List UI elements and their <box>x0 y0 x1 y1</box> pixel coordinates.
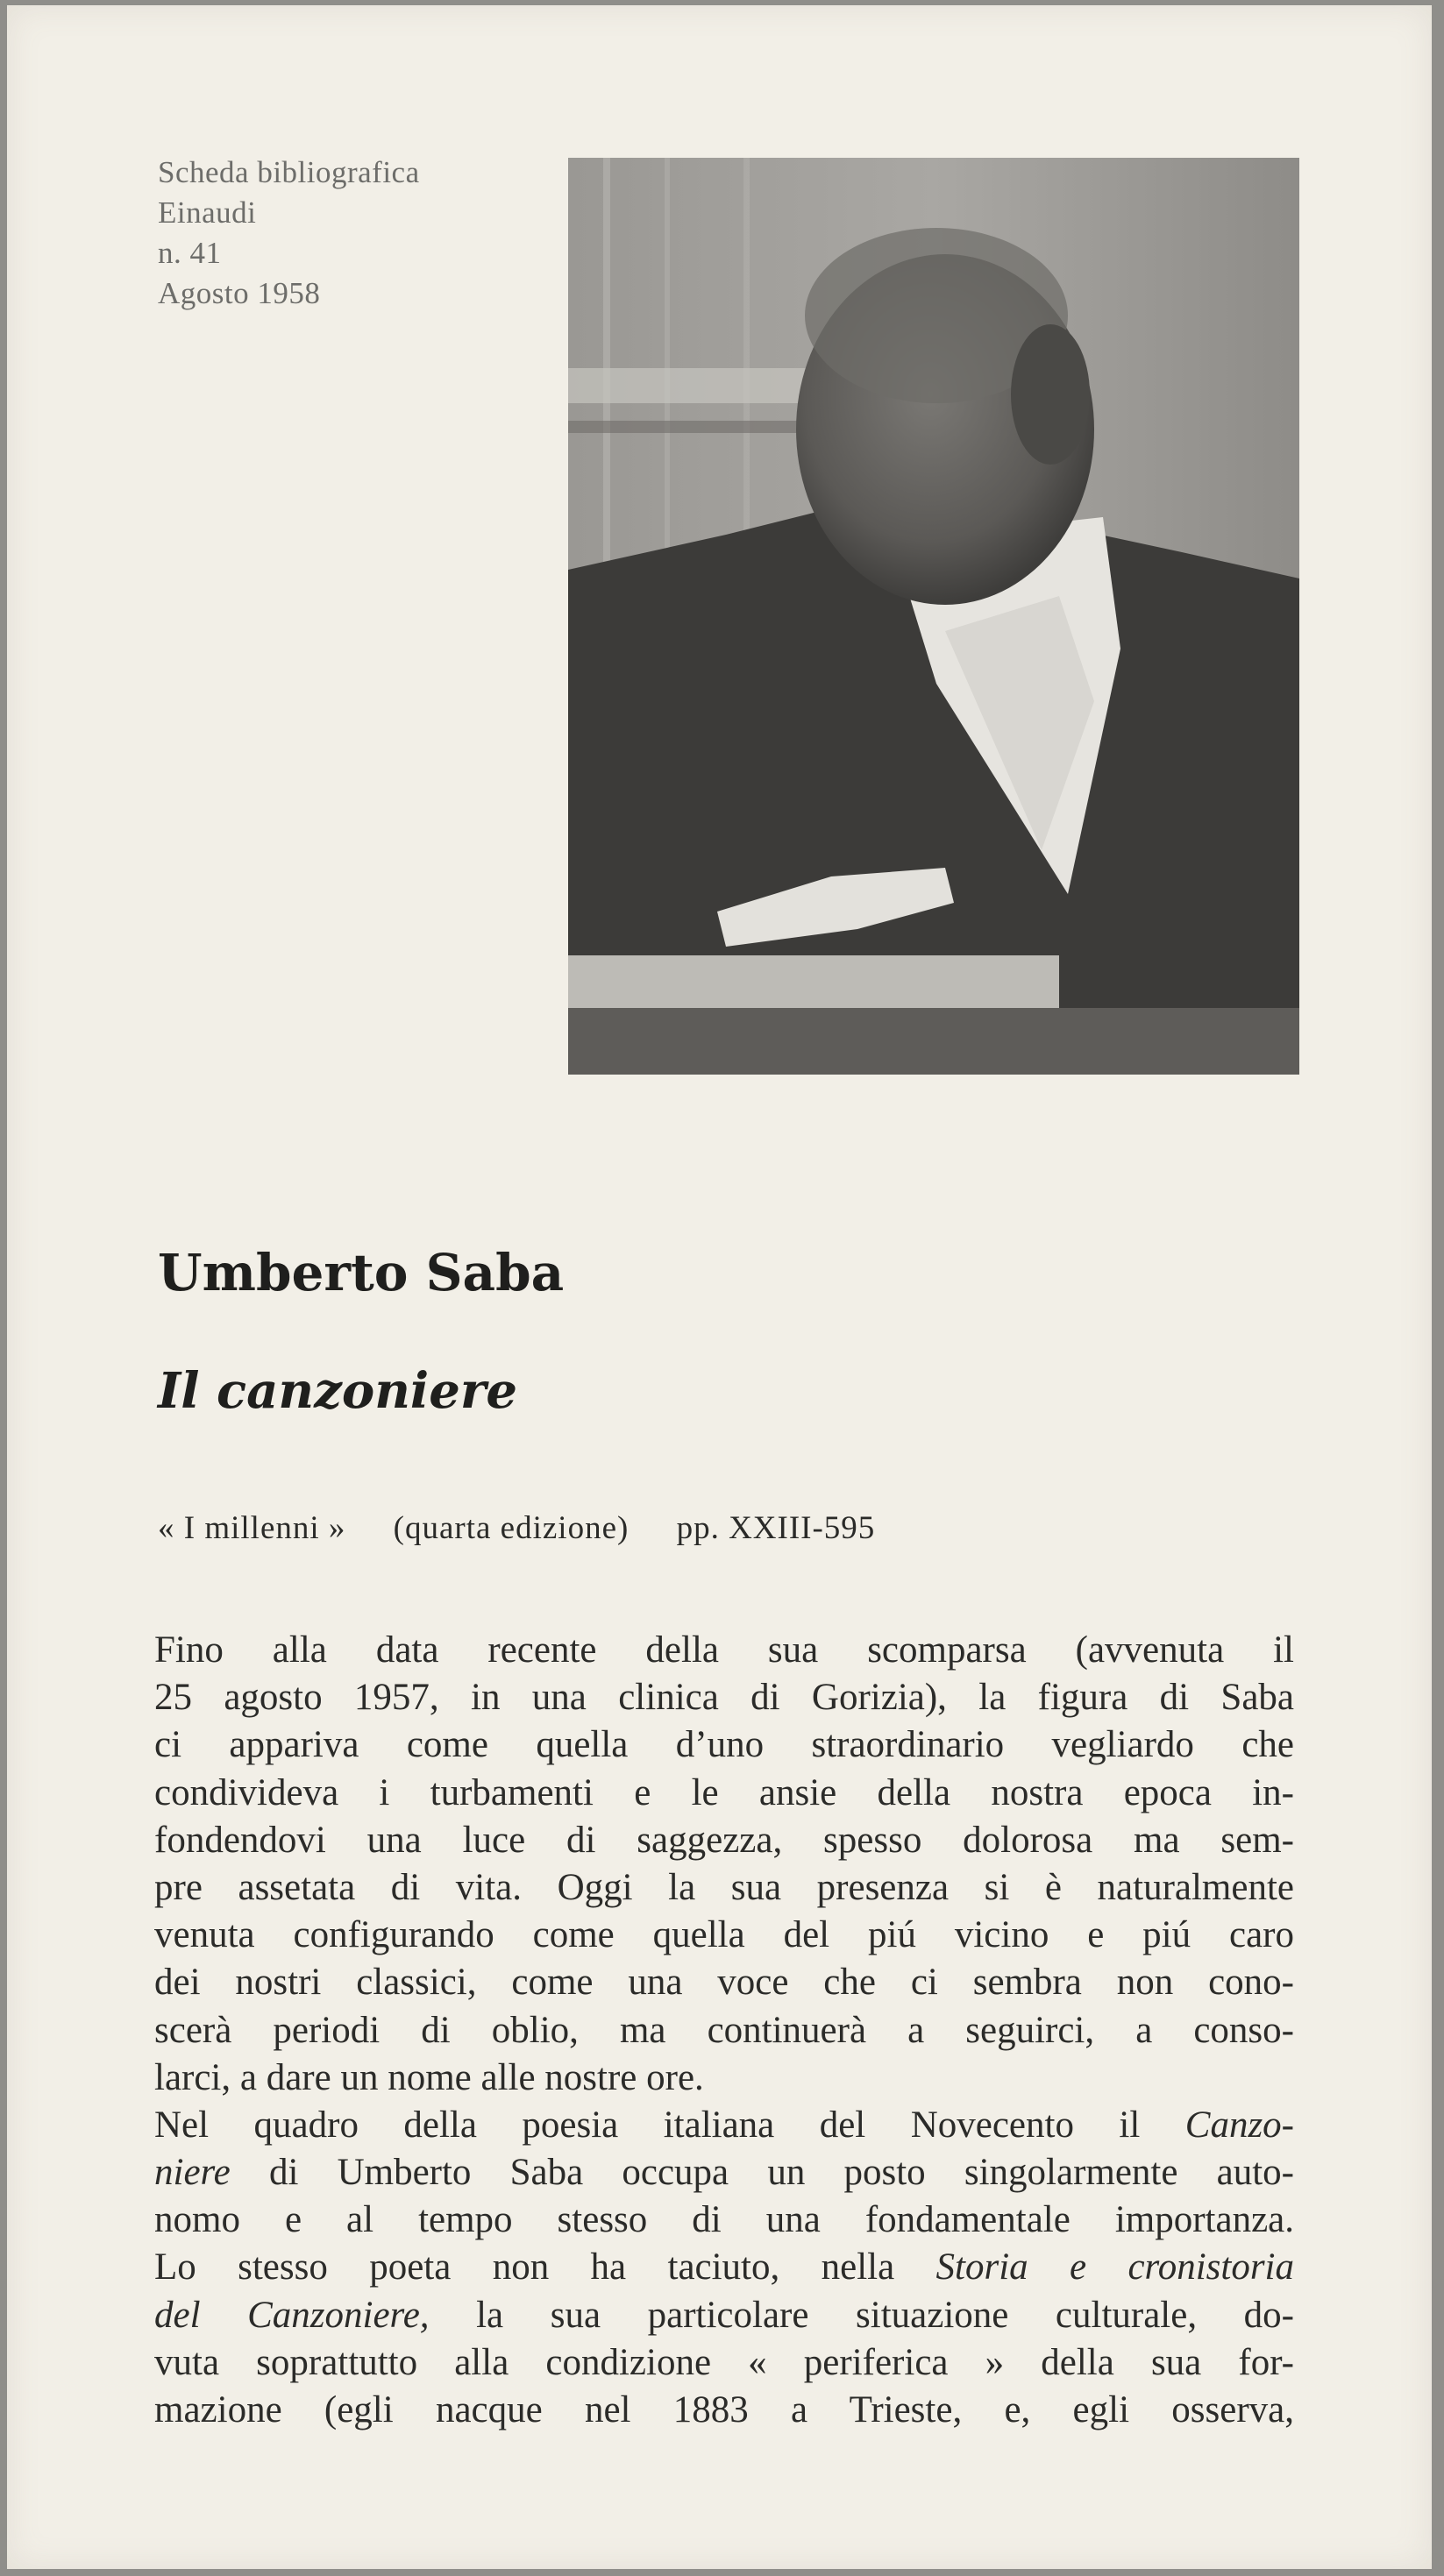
italic-segment: Storia e cronistoria <box>935 2246 1295 2289</box>
text-segment: Nel quadro della poesia italiana del Novecento il <box>154 2104 1141 2146</box>
text-line: scerà periodi di oblio, ma continuerà a seguirci, a conso- <box>154 2009 1294 2051</box>
page-sheet <box>7 5 1432 2569</box>
publication-details <box>158 1509 875 1547</box>
italic-segment: niere <box>154 2152 231 2194</box>
text-line: mazione (egli nacque nel 1883 a Trieste, e, egli osserva, <box>154 2389 1294 2431</box>
description-text <box>154 1627 1294 2434</box>
masthead-line: n. 41 <box>158 236 222 270</box>
text-line: fondendovi una luce di saggezza, spesso dolorosa ma sem- <box>154 1819 1294 1861</box>
masthead-line: Agosto 1958 <box>158 276 321 310</box>
author-name: Umberto Saba <box>158 1243 565 1302</box>
text-line <box>154 2102 1294 2149</box>
text-line: larci, a dare un nome alle nostre ore. <box>154 2056 704 2098</box>
italic-segment: del Canzoniere, <box>154 2294 430 2336</box>
text-line: venuta configurando come quella del piú vicino e piú caro <box>154 1914 1294 1956</box>
text-line: 25 agosto 1957, in una clinica di Gorizia), la figura di Saba <box>154 1677 1294 1719</box>
text-line: dei nostri classici, come una voce che ci sembra non cono- <box>154 1962 1294 2004</box>
italic-segment: Canzo- <box>1184 2104 1294 2146</box>
text-line: condivideva i turbamenti e le ansie della nostra epoca in- <box>154 1771 1294 1813</box>
text-segment: la sua particolare situazione culturale, do- <box>476 2294 1294 2336</box>
text-line: pre assetata di vita. Oggi la sua presenza si è naturalmente <box>154 1866 1294 1908</box>
text-line: Fino alla data recente della sua scomparsa (avvenuta il <box>154 1629 1294 1671</box>
author-portrait <box>568 158 1299 1075</box>
text-line <box>154 2149 1294 2196</box>
edition: (quarta edizione) <box>393 1510 630 1546</box>
text-line: nomo e al tempo stesso di una fondamentale importanza. <box>154 2199 1294 2241</box>
masthead-line: Einaudi <box>158 195 257 230</box>
series-name: « I millenni » <box>158 1510 346 1546</box>
portrait-photo-icon <box>568 158 1299 1075</box>
text-segment: Lo stesso poeta non ha taciuto, nella <box>154 2246 895 2289</box>
masthead <box>158 153 420 314</box>
text-line <box>154 2244 1294 2291</box>
page-count: pp. XXIII-595 <box>676 1510 876 1546</box>
book-title: Il canzoniere <box>158 1362 517 1420</box>
text-line: ci appariva come quella d’uno straordinario vegliardo che <box>154 1724 1294 1766</box>
text-segment: di Umberto Saba occupa un posto singolarmente auto- <box>268 2152 1294 2194</box>
text-line <box>154 2292 1294 2339</box>
text-line: vuta soprattutto alla condizione « periferica » della sua for- <box>154 2341 1294 2383</box>
masthead-line: Scheda bibliografica <box>158 155 420 189</box>
